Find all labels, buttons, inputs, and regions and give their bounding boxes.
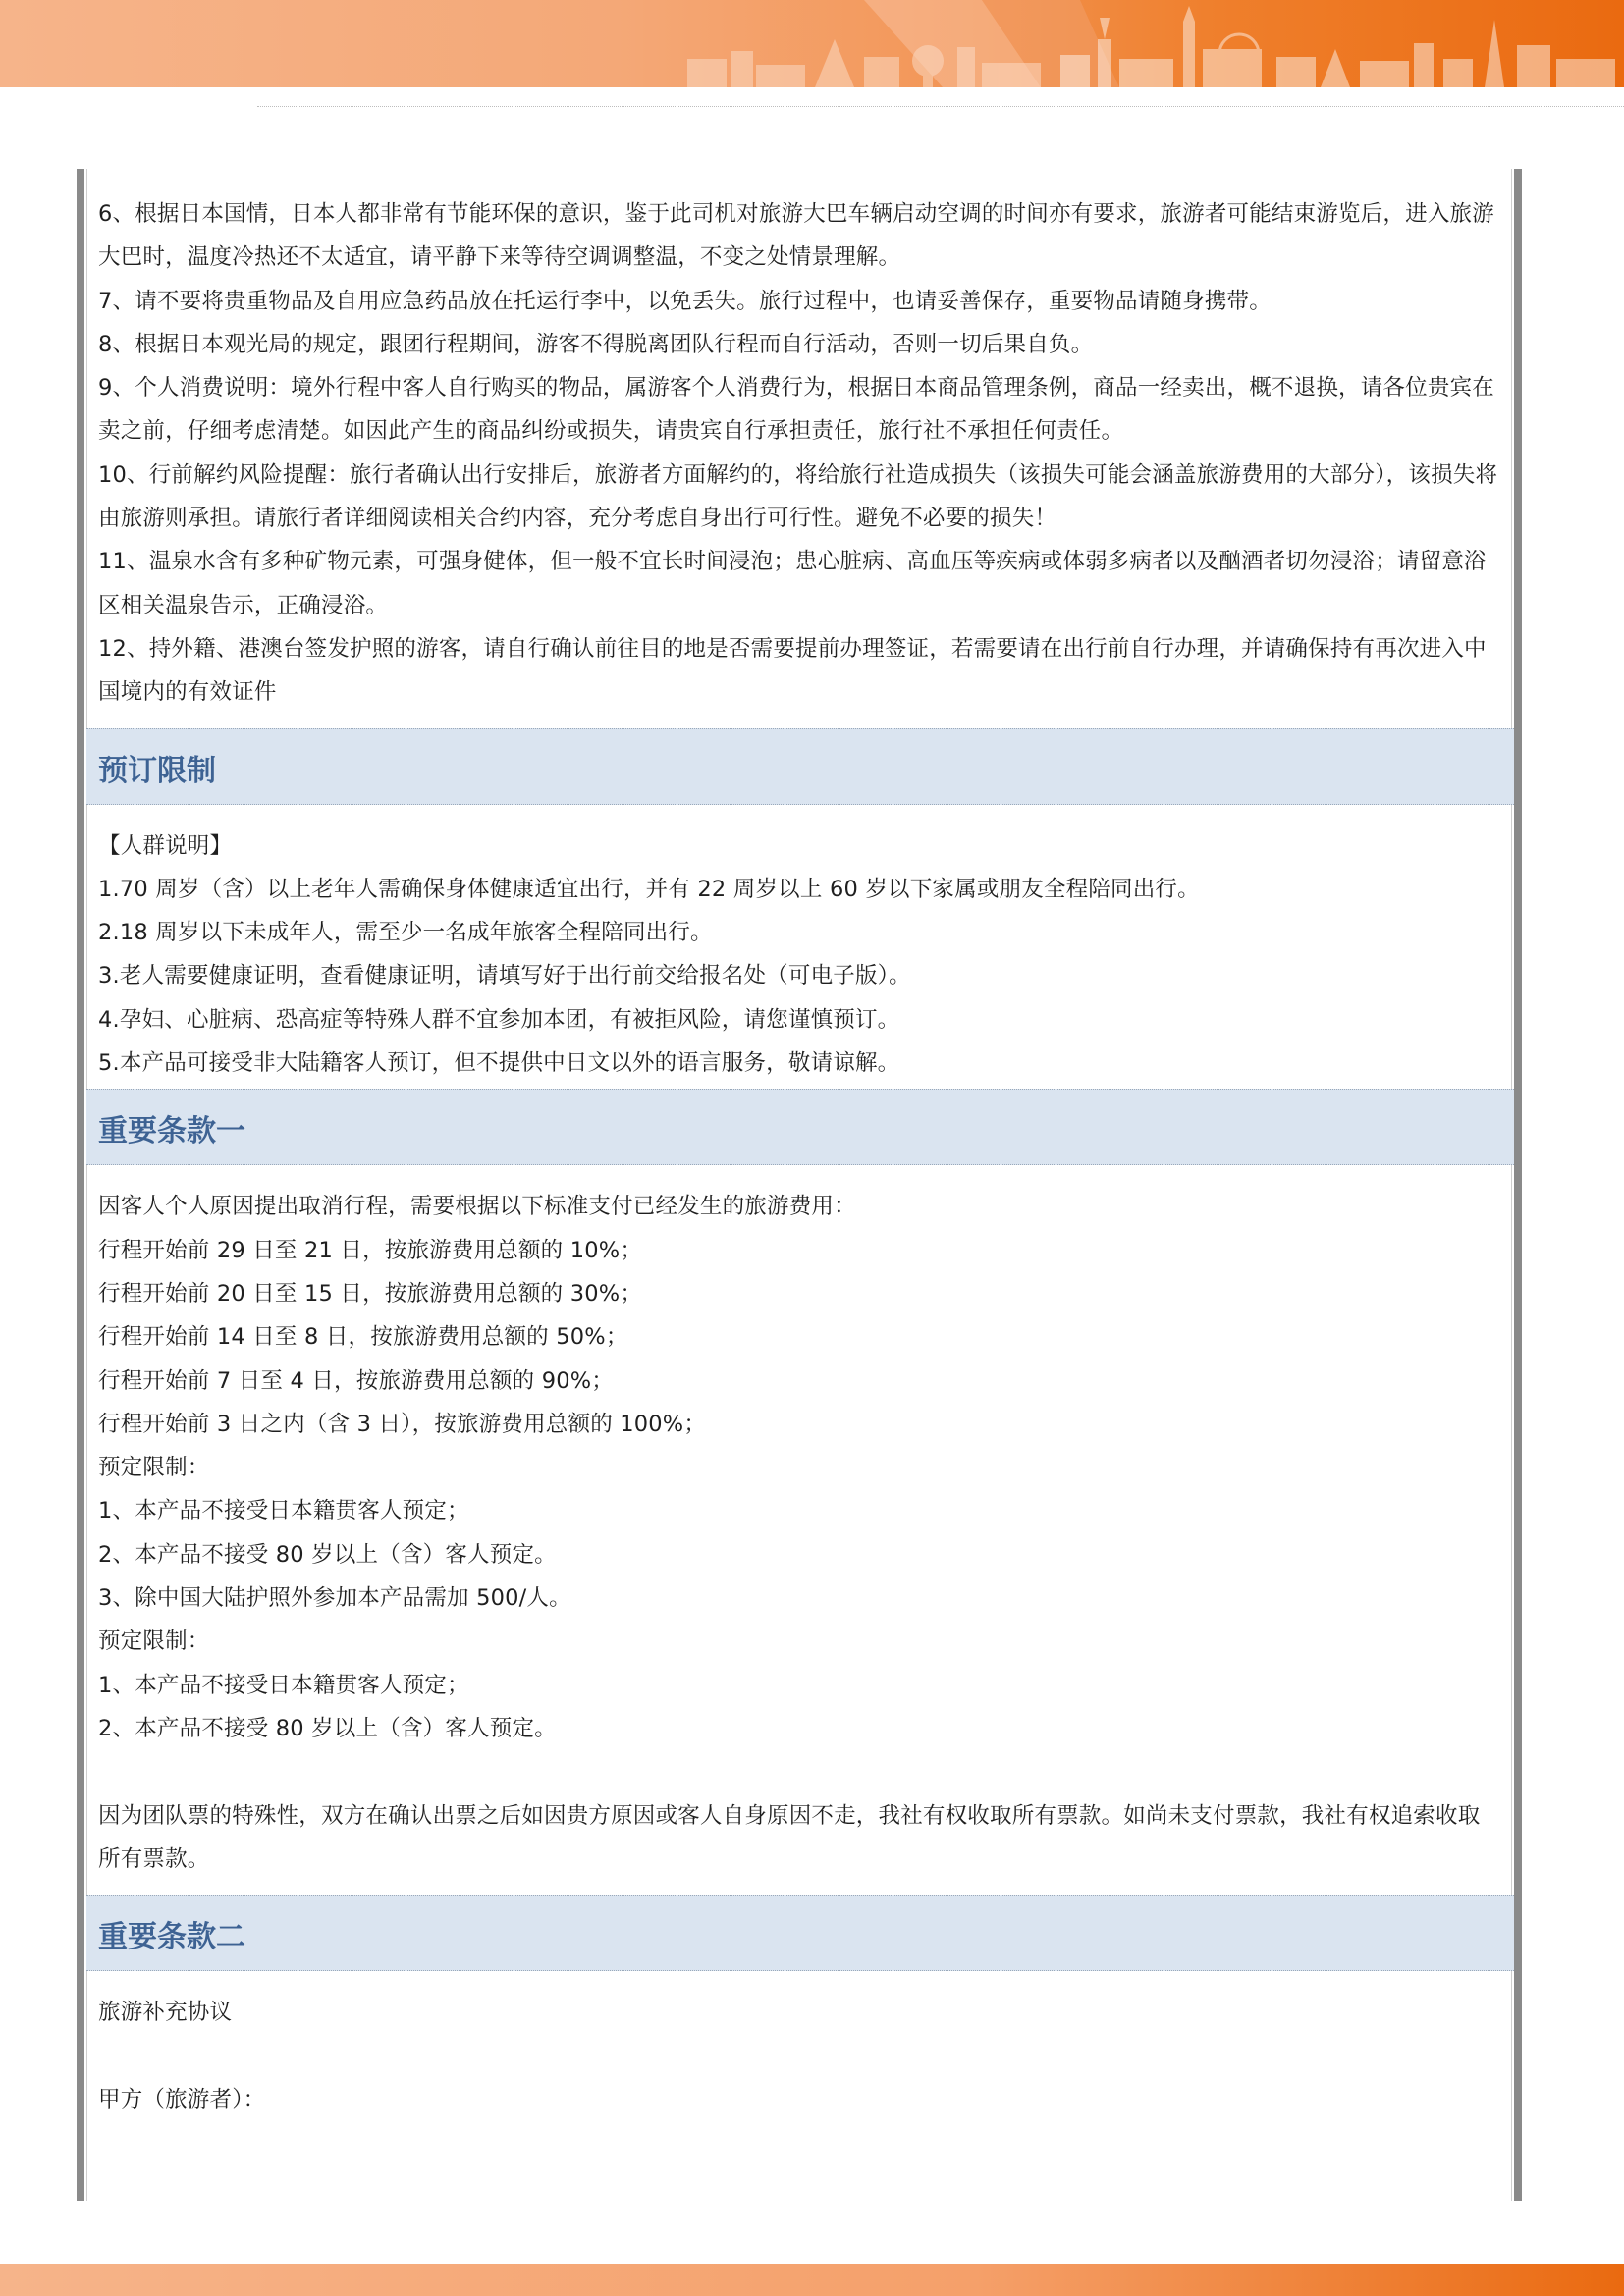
- list-item: 行程开始前 3 日之内（含 3 日），按旅游费用总额的 100%；: [98, 1411, 707, 1437]
- section-title: 预订限制: [98, 753, 216, 788]
- list-item: 行程开始前 7 日至 4 日，按旅游费用总额的 90%；: [98, 1367, 615, 1394]
- list-item: 行程开始前 20 日至 15 日，按旅游费用总额的 30%；: [98, 1280, 643, 1307]
- closing-paragraph: 因为团队票的特殊性，双方在确认出票之后如因贵方原因或客人自身原因不走，我社有权收取所有票款。如尚未支付票款，我社有权追索收取所有票款。: [98, 1802, 1481, 1872]
- section-header-booking-restrictions: [86, 728, 1514, 805]
- list-item: 预定限制：: [98, 1629, 210, 1655]
- list-item: 2.18 周岁以下未成年人，需至少一名成年旅客全程陪同出行。: [98, 920, 713, 946]
- agreement-title: 旅游补充协议: [98, 2000, 233, 2026]
- document-content: [98, 169, 1502, 2121]
- list-item: 5.本产品可接受非大陆籍客人预订，但不提供中日文以外的语言服务，敬请谅解。: [98, 1050, 900, 1077]
- note-7: 7、请不要将贵重物品及自用应急药品放在托运行李中，以免丢失。旅行过程中，也请妥善保存，重要物品请随身携带。: [98, 288, 1272, 314]
- list-item: 1、本产品不接受日本籍贯客人预定；: [98, 1672, 469, 1698]
- list-item: 3.老人需要健康证明，查看健康证明，请填写好于出行前交给报名处（可电子版）。: [98, 963, 911, 989]
- list-item: 行程开始前 14 日至 8 日，按旅游费用总额的 50%；: [98, 1324, 628, 1351]
- note-6: 6、根据日本国情，日本人都非常有节能环保的意识，鉴于此司机对旅游大巴车辆启动空调的时间亦有要求，旅游者可能结束游览后，进入旅游大巴时，温度冷热还不太适宜，请平静下来等待空调调整温，不变之处情景理解。: [98, 201, 1494, 271]
- list-item: 预定限制：: [98, 1455, 210, 1481]
- section-header-important-terms-1: [86, 1089, 1514, 1165]
- list-item: 2、本产品不接受 80 岁以上（含）客人预定。: [98, 1715, 557, 1741]
- header-banner: [0, 0, 1624, 87]
- note-11: 11、温泉水含有多种矿物元素，可强身健体，但一般不宜长时间浸泡；患心脏病、高血压等疾病或体弱多病者以及酗酒者切勿浸浴；请留意浴区相关温泉告示，正确浸浴。: [98, 549, 1487, 618]
- note-9: 9、个人消费说明：境外行程中客人自行购买的物品，属游客个人消费行为，根据日本商品管理条例，商品一经卖出，概不退换，请各位贵宾在卖之前，仔细考虑清楚。如因此产生的商品纠纷或损失，请贵宾自行承担责任，旅行社不承担任何责任。: [98, 375, 1494, 445]
- party-a-label: 甲方（旅游者）：: [98, 2086, 266, 2112]
- section-header-important-terms-2: [86, 1895, 1514, 1971]
- list-item: 【人群说明】: [98, 832, 233, 859]
- list-item: 1.70 周岁（含）以上老年人需确保身体健康适宜出行，并有 22 周岁以上 60 岁以下家属或朋友全程陪同出行。: [98, 876, 1200, 902]
- list-item: 4.孕妇、心脏病、恐高症等特殊人群不宜参加本团，有被拒风险，请您谨慎预订。: [98, 1006, 900, 1033]
- list-item: 行程开始前 29 日至 21 日，按旅游费用总额的 10%；: [98, 1237, 643, 1263]
- footer-band: [0, 2264, 1624, 2296]
- list-item: 3、除中国大陆护照外参加本产品需加 500/人。: [98, 1585, 571, 1612]
- note-8: 8、根据日本观光局的规定，跟团行程期间，游客不得脱离团队行程而自行活动，否则一切后果自负。: [98, 331, 1094, 357]
- section-title: 重要条款一: [98, 1114, 245, 1149]
- note-12: 12、持外籍、港澳台签发护照的游客，请自行确认前往目的地是否需要提前办理签证，若需要请在出行前自行办理，并请确保持有再次进入中国境内的有效证件: [98, 635, 1487, 706]
- section-title: 重要条款二: [98, 1920, 245, 1955]
- header-divider: [257, 106, 1624, 107]
- list-item: 1、本产品不接受日本籍贯客人预定；: [98, 1498, 469, 1524]
- city-skyline-decoration: [0, 0, 1624, 87]
- note-10: 10、行前解约风险提醒：旅行者确认出行安排后，旅游者方面解约的，将给旅行社造成损失（该损失可能会涵盖旅游费用的大部分），该损失将由旅游则承担。请旅行者详细阅读相关合约内容，充分考虑自身出行可行性。避免不必要的损失！: [98, 461, 1498, 532]
- list-item: 2、本产品不接受 80 岁以上（含）客人预定。: [98, 1541, 557, 1568]
- list-item: 因客人个人原因提出取消行程，需要根据以下标准支付已经发生的旅游费用：: [98, 1194, 856, 1220]
